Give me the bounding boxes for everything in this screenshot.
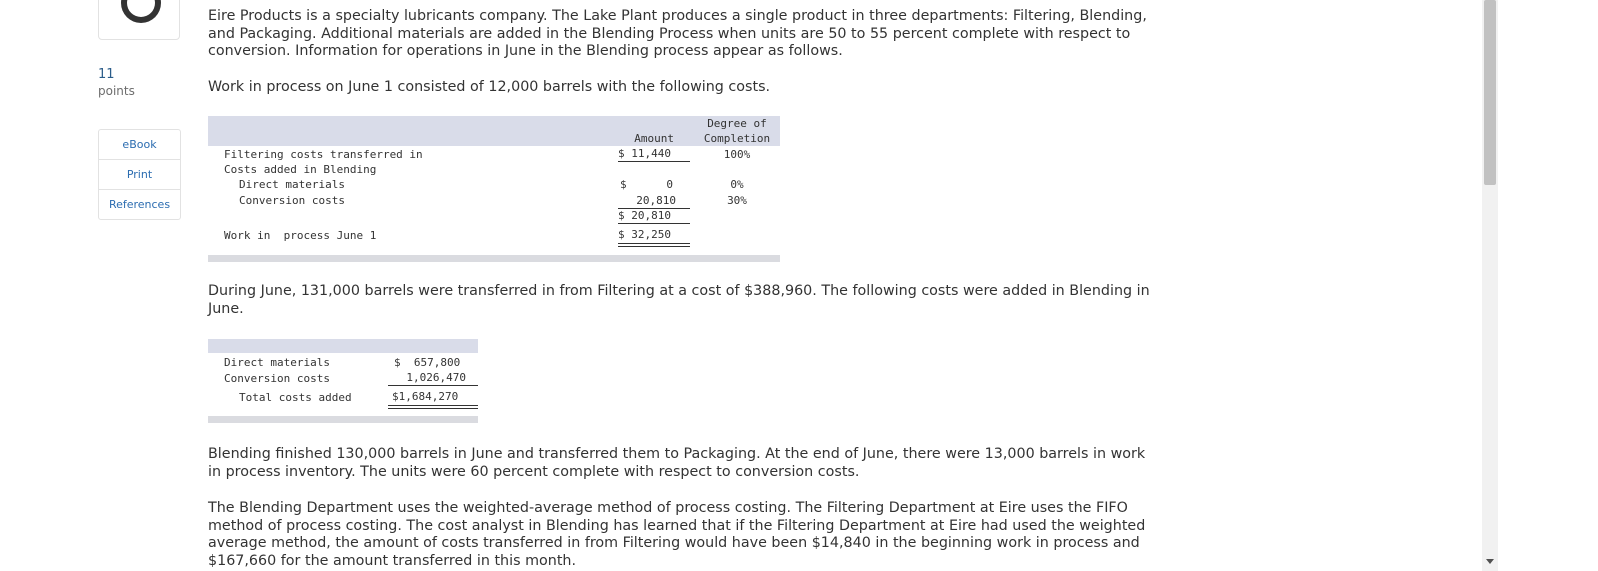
june-total-amount: $1,684,270 (392, 390, 459, 403)
wip-intro-paragraph: Work in process on June 1 consisted of 12,000 barrels with the following costs. (208, 79, 771, 95)
june-total-label: Total costs added (239, 391, 352, 404)
wip-underline-1 (618, 161, 690, 162)
wip-table-footer-band (208, 255, 780, 262)
resource-links (98, 129, 181, 220)
wip-row-transferred-in-amount: $ 11,440 (618, 147, 671, 160)
wip-row-transferred-in-degree: 100% (723, 148, 751, 161)
wip-row-conversion-degree: 30% (727, 194, 747, 207)
wip-row-materials-label: Direct materials (239, 178, 345, 191)
wip-row-conversion-amount: 20,810 (636, 194, 676, 207)
ebook-link[interactable]: eBook (122, 138, 157, 151)
wip-row-transferred-in-label: Filtering costs transferred in (224, 148, 423, 161)
wip-header-degree-line2: Completion (703, 132, 771, 145)
question-number-glyph (121, 0, 161, 23)
print-link[interactable]: Print (99, 159, 180, 189)
method-paragraph: The Blending Department uses the weighted-average method of process costing. The Filtering Department at Eire uses the FIFO method of process costing. The cost analyst in Blending has learned that if the Filtering Department at Eire had used the weighted average method, the amount of costs transferred in from Filtering would have been $14,840 in the beginning work in process and $167,660 for the amount transferred in this month. (208, 500, 1146, 569)
wip-header-degree-line1: Degree of (707, 117, 767, 130)
wip-row-materials-amount: $ 0 (620, 178, 673, 191)
june-table-footer-band (208, 416, 478, 423)
june-double-underline-bottom (388, 408, 478, 409)
wip-underline-3 (618, 223, 690, 224)
june-row-conversion-label: Conversion costs (224, 372, 330, 385)
intro-paragraph: Eire Products is a specialty lubricants company. The Lake Plant produces a single product in three departments: Filtering, Blending, and Packaging. Additional materials are added in the Blending Process when units are 50 to 55 percent complete with respect to conversion. Information for operations in June in the Blending process appear as follows. (208, 8, 1147, 60)
wip-row-materials-degree: 0% (730, 178, 744, 191)
scrollbar-thumb[interactable] (1484, 0, 1496, 185)
references-link[interactable]: References (99, 189, 180, 219)
wip-double-underline-top (618, 243, 690, 244)
finished-paragraph: Blending finished 130,000 barrels in June and transferred them to Packaging. At the end of June, there were 13,000 barrels in work in process inventory. The units were 60 percent complete with respect to conversion costs. (208, 446, 1146, 480)
june-row-materials-amount: $ 657,800 (394, 356, 461, 369)
scroll-down-arrow-icon[interactable] (1486, 559, 1494, 564)
wip-total-amount: $ 32,250 (618, 228, 671, 241)
june-underline-1 (388, 385, 478, 386)
question-number-box (98, 0, 180, 40)
points-label: points (98, 84, 135, 98)
points-value: 11 (98, 67, 115, 82)
wip-header-amount: Amount (634, 132, 674, 145)
wip-subtotal-amount: $ 20,810 (618, 209, 671, 222)
wip-total-label: Work in process June 1 (224, 229, 377, 242)
wip-row-conversion-label: Conversion costs (239, 194, 345, 207)
june-paragraph: During June, 131,000 barrels were transferred in from Filtering at a cost of $388,960. The following costs were added in Blending in June. (208, 283, 1150, 317)
june-row-materials-label: Direct materials (224, 356, 330, 369)
june-table-header-band (208, 339, 478, 353)
wip-double-underline-bottom (618, 246, 690, 247)
june-row-conversion-amount: 1,026,470 (406, 371, 466, 384)
vertical-scrollbar[interactable] (1482, 0, 1498, 571)
june-double-underline-top (388, 405, 478, 406)
wip-row-costs-added-label: Costs added in Blending (224, 163, 377, 176)
